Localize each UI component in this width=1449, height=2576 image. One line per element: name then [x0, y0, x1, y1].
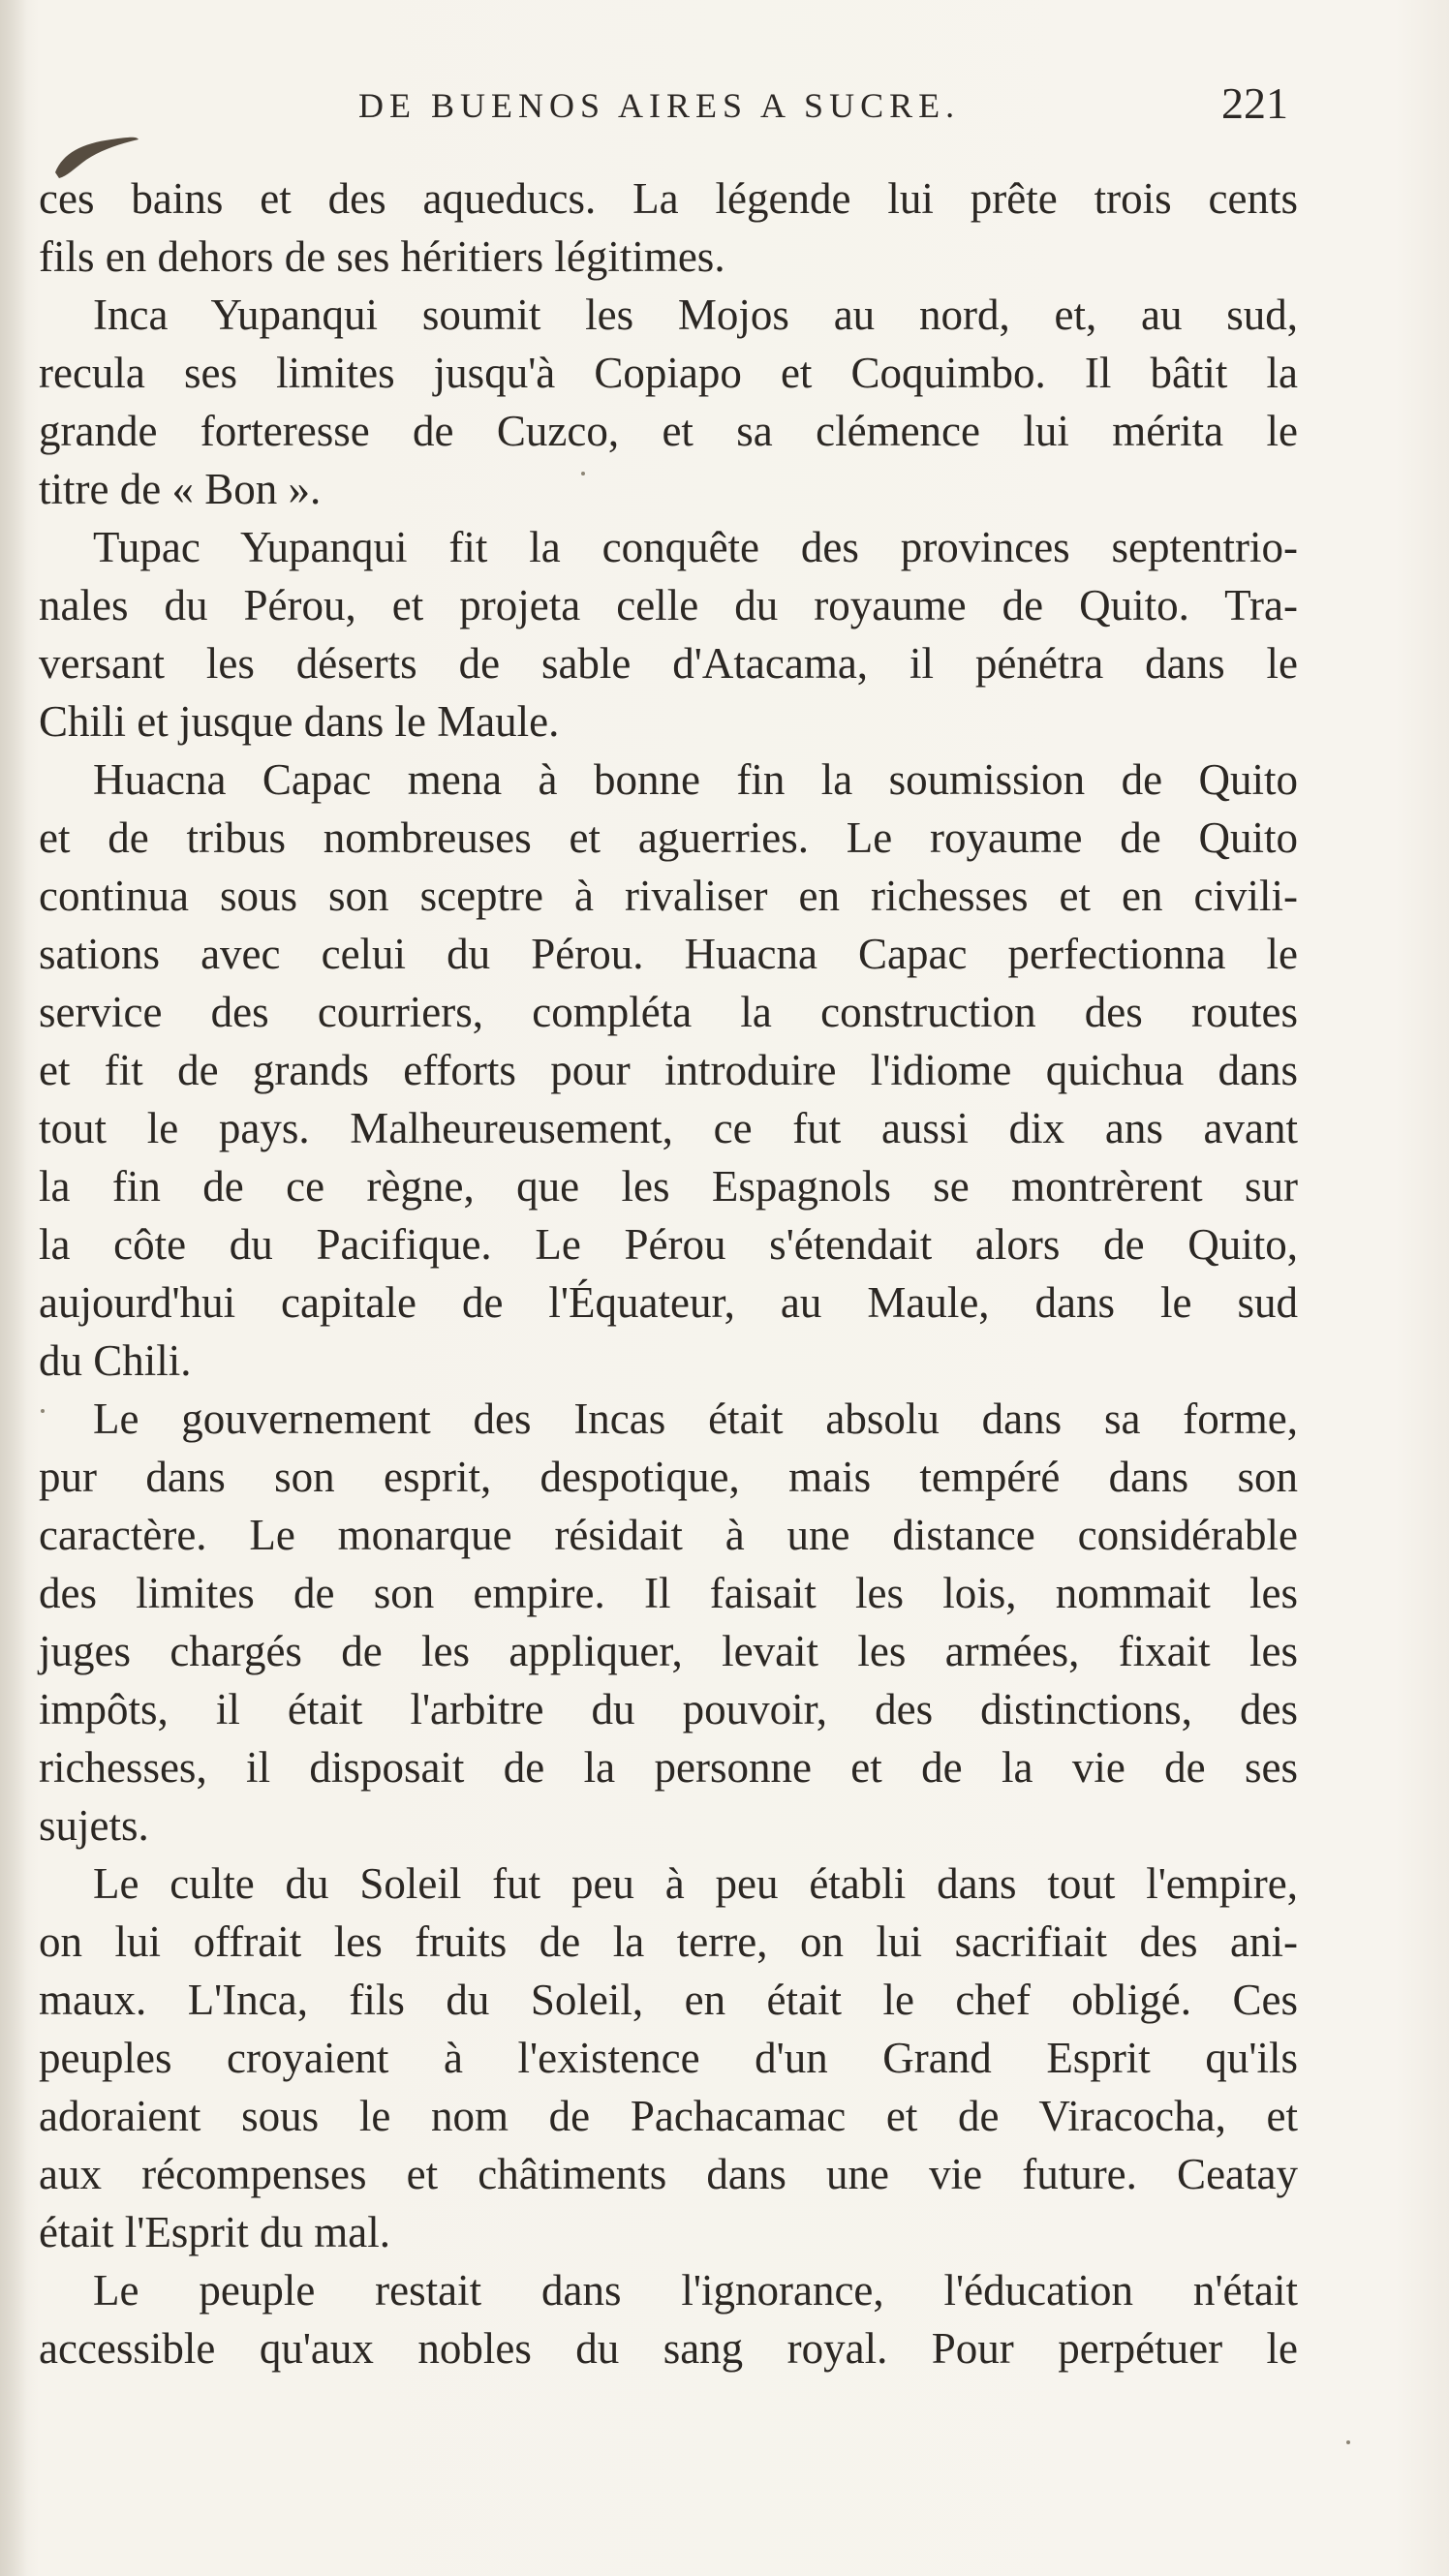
- text-line: maux. L'Inca, fils du Soleil, en était le chef obligé. Ces: [39, 1976, 1298, 2024]
- text-line: Chili et jusque dans le Maule.: [39, 697, 560, 746]
- text-line: continua sous son sceptre à rivaliser en richesses et en civili-: [39, 872, 1298, 920]
- text-line: aujourd'hui capitale de l'Équateur, au Maule, dans le sud: [39, 1278, 1298, 1327]
- text-line: caractère. Le monarque résidait à une distance considérable: [39, 1511, 1298, 1559]
- paragraph-start-line: Le culte du Soleil fut peu à peu établi dans tout l'empire,: [93, 1859, 1298, 1908]
- text-line: et fit de grands efforts pour introduire l'idiome quichua dans: [39, 1046, 1298, 1094]
- paragraph-start-line: Inca Yupanqui soumit les Mojos au nord, et, au sud,: [93, 291, 1298, 339]
- paragraph-start-line: Huacna Capac mena à bonne fin la soumission de Quito: [93, 755, 1298, 804]
- text-line: du Chili.: [39, 1336, 192, 1385]
- text-line: ces bains et des aqueducs. La légende lui prête trois cents: [39, 174, 1298, 223]
- text-line: juges chargés de les appliquer, levait les armées, fixait les: [39, 1627, 1298, 1675]
- text-line: aux récompenses et châtiments dans une vie future. Ceatay: [39, 2150, 1298, 2198]
- text-line: grande forteresse de Cuzco, et sa clémence lui mérita le: [39, 407, 1298, 455]
- text-line: sujets.: [39, 1801, 149, 1850]
- text-line: la côte du Pacifique. Le Pérou s'étendait alors de Quito,: [39, 1220, 1298, 1269]
- text-line: accessible qu'aux nobles du sang royal. Pour perpétuer le: [39, 2324, 1298, 2373]
- text-line: titre de « Bon ».: [39, 465, 322, 513]
- text-line: et de tribus nombreuses et aguerries. Le royaume de Quito: [39, 813, 1298, 862]
- paragraph-start-line: Le peuple restait dans l'ignorance, l'éducation n'était: [93, 2266, 1298, 2315]
- text-line: fils en dehors de ses héritiers légitimes.: [39, 232, 725, 281]
- text-line: recula ses limites jusqu'à Copiapo et Coquimbo. Il bâtit la: [39, 349, 1298, 397]
- paragraph-start-line: Tupac Yupanqui fit la conquête des provinces septentrio-: [93, 523, 1298, 571]
- text-line: la fin de ce règne, que les Espagnols se montrèrent sur: [39, 1162, 1298, 1211]
- text-line: adoraient sous le nom de Pachacamac et de Viracocha, et: [39, 2092, 1298, 2140]
- text-line: des limites de son empire. Il faisait les lois, nommait les: [39, 1569, 1298, 1617]
- text-line: pur dans son esprit, despotique, mais tempéré dans son: [39, 1453, 1298, 1501]
- page-number: 221: [1221, 78, 1288, 128]
- paper-speck: [581, 472, 585, 475]
- text-line: service des courriers, compléta la construction des routes: [39, 988, 1298, 1036]
- body-text: [39, 169, 1298, 2377]
- text-line: était l'Esprit du mal.: [39, 2208, 391, 2256]
- binding-shadow: [0, 0, 27, 2576]
- text-line: tout le pays. Malheureusement, ce fut aussi dix ans avant: [39, 1104, 1298, 1152]
- text-line: sations avec celui du Pérou. Huacna Capac perfectionna le: [39, 930, 1298, 978]
- paragraph-start-line: Le gouvernement des Incas était absolu dans sa forme,: [93, 1395, 1298, 1443]
- paper-speck: [1346, 2440, 1350, 2444]
- page-header: [358, 78, 1288, 143]
- text-line: nales du Pérou, et projeta celle du royaume de Quito. Tra-: [39, 581, 1298, 629]
- text-line: richesses, il disposait de la personne et de la vie de ses: [39, 1743, 1298, 1792]
- text-line: versant les déserts de sable d'Atacama, il pénétra dans le: [39, 639, 1298, 688]
- paper-speck: [41, 1409, 45, 1413]
- text-line: on lui offrait les fruits de la terre, on lui sacrifiait des ani-: [39, 1917, 1298, 1966]
- text-line: impôts, il était l'arbitre du pouvoir, des distinctions, des: [39, 1685, 1298, 1733]
- text-line: peuples croyaient à l'existence d'un Grand Esprit qu'ils: [39, 2034, 1298, 2082]
- running-title: DE BUENOS AIRES A SUCRE.: [358, 86, 961, 125]
